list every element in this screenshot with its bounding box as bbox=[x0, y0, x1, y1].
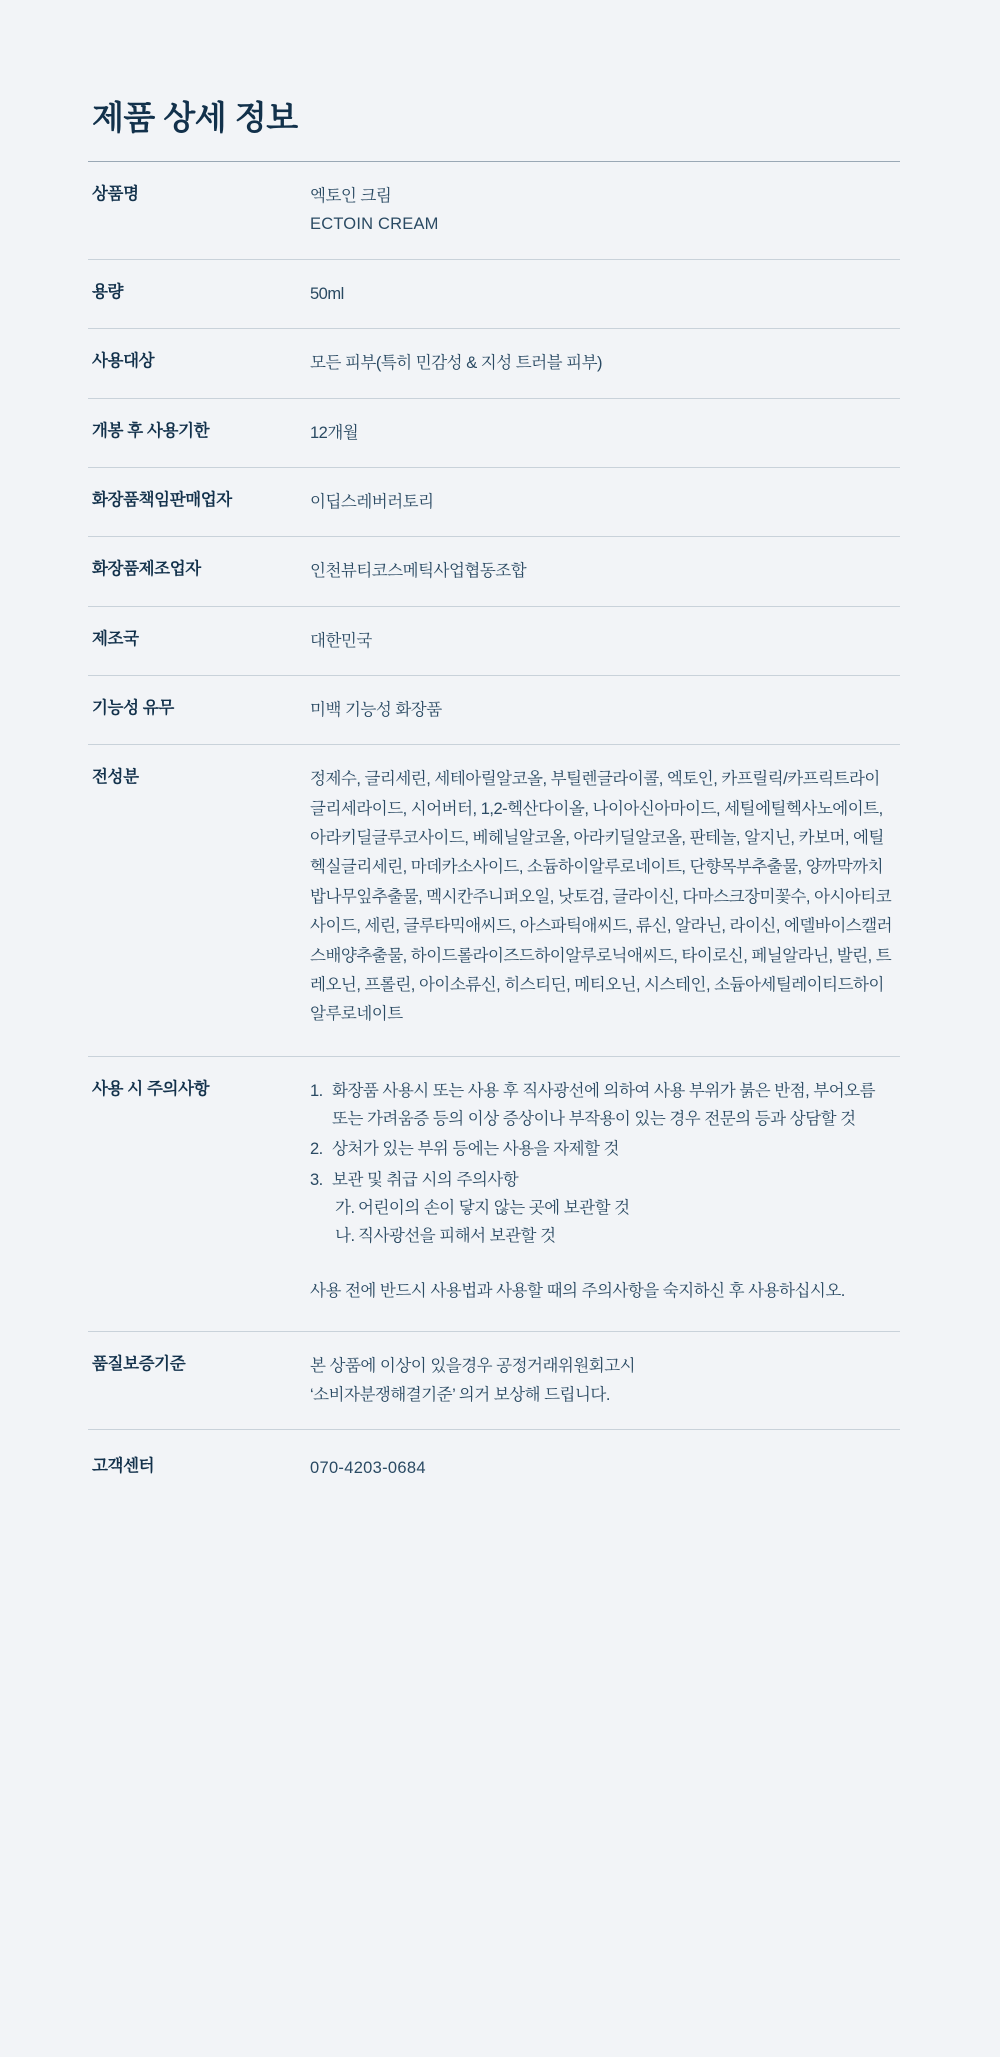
row-label-product-name: 상품명 bbox=[92, 185, 139, 203]
quality-line-2: ‘소비자분쟁해결기준’ 의거 보상해 드립니다. bbox=[310, 1385, 610, 1404]
list-item bbox=[310, 1166, 894, 1251]
row-label-functional: 기능성 유무 bbox=[92, 699, 174, 717]
list-item bbox=[310, 1135, 894, 1163]
notice-sub-item-text: 어린이의 손이 닿지 않는 곳에 보관할 것 bbox=[358, 1199, 630, 1218]
product-name-ko: 엑토인 크림 bbox=[310, 187, 392, 205]
notice-sub-item-text: 직사광선을 피해서 보관할 것 bbox=[358, 1227, 556, 1246]
notice-sub-list bbox=[332, 1194, 894, 1251]
row-value-expiry: 12개월 bbox=[310, 423, 359, 442]
notice-list bbox=[310, 1077, 894, 1251]
notice-item-number: 2. bbox=[310, 1140, 323, 1159]
table-row-country bbox=[88, 606, 900, 675]
notice-item-number: 1. bbox=[310, 1081, 323, 1100]
table-row-functional bbox=[88, 676, 900, 745]
row-value-manufacturer: 인천뷰티코스메틱사업협동조합 bbox=[310, 562, 527, 581]
table-row-manufacturer bbox=[88, 537, 900, 606]
list-item bbox=[332, 1222, 894, 1250]
row-value-seller: 이딥스레버러토리 bbox=[310, 492, 434, 511]
row-label-ingredients: 전성분 bbox=[92, 768, 139, 787]
table-row-ingredients bbox=[88, 745, 900, 1056]
list-item bbox=[310, 1077, 894, 1134]
row-label-notice: 사용 시 주의사항 bbox=[92, 1079, 210, 1098]
row-label-quality: 품질보증기준 bbox=[92, 1355, 186, 1374]
table-row-quality bbox=[88, 1332, 900, 1430]
table-row-product-name bbox=[88, 162, 900, 260]
notice-footer-text: 사용 전에 반드시 사용법과 사용할 때의 주의사항을 숙지하신 후 사용하십시오. bbox=[310, 1281, 845, 1300]
row-label-country: 제조국 bbox=[92, 629, 139, 648]
notice-item-text: 보관 및 취급 시의 주의사항 bbox=[332, 1170, 519, 1189]
row-value-notice bbox=[310, 1056, 900, 1332]
row-value-volume: 50ml bbox=[310, 284, 344, 303]
row-value-target: 모든 피부(특히 민감성 & 지성 트러블 피부) bbox=[310, 354, 603, 373]
row-value-product-name bbox=[310, 162, 900, 260]
notice-item-text: 상처가 있는 부위 등에는 사용을 자제할 것 bbox=[332, 1140, 619, 1159]
row-label-volume: 용량 bbox=[92, 282, 124, 301]
page-title: 제품 상세 정보 bbox=[92, 99, 298, 136]
table-row-customer-center bbox=[88, 1429, 900, 1508]
row-label-customer-center: 고객센터 bbox=[92, 1456, 155, 1475]
row-value-quality bbox=[310, 1332, 900, 1430]
table-row-notice bbox=[88, 1056, 900, 1332]
quality-line-1: 본 상품에 이상이 있을경우 공정거래위원회고시 bbox=[310, 1357, 636, 1376]
row-value-customer-center: 070-4203-0684 bbox=[310, 1458, 426, 1477]
notice-item-text: 화장품 사용시 또는 사용 후 직사광선에 의하여 사용 부위가 붉은 반점, 부어오름 또는 가려움증 등의 이상 증상이나 부작용이 있는 경우 전문의 등과 상담할 것 bbox=[332, 1081, 876, 1128]
notice-sub-item-number: 가. bbox=[335, 1199, 355, 1218]
product-spec-table bbox=[88, 161, 900, 1508]
row-label-expiry: 개봉 후 사용기한 bbox=[92, 421, 210, 440]
row-label-manufacturer: 화장품제조업자 bbox=[92, 560, 201, 579]
row-value-functional: 미백 기능성 화장품 bbox=[310, 701, 442, 719]
product-name-en: ECTOIN CREAM bbox=[310, 215, 439, 234]
row-value-ingredients: 정제수, 글리세린, 세테아릴알코올, 부틸렌글라이콜, 엑토인, 카프릴릭/카프릭트라이글리세라이드, 시어버터, 1,2-헥산다이올, 나이아신아마이드, 세틸에틸헥사노에이트, 아라키딜글루코사이드, 베헤닐알코올, 아라키딜알코올, 판테놀, 알지닌, 카보머, 에틸헥실글리세린, 마데카소사이드, 소듐하이알루로네이트, 단향목부추출물, 양까막까치밥나무잎추출물, 멕시칸주니퍼오일, 낫토검, 글라이신, 다마스크장미꽃수, 아시아티코사이드, 세린, 글루타믹애씨드, 아스파틱애씨드, 류신, 알라닌, 라이신, 에델바이스캘러스배양추출물, 하이드롤라이즈드하이알루로닉애씨드, 타이로신, 페닐알라닌, 발린, 트레오닌, 프롤린, 아이소류신, 히스티딘, 메티오닌, 시스테인, 소듐아세틸레이티드하이알루로네이트 bbox=[310, 770, 893, 1024]
row-label-target: 사용대상 bbox=[92, 352, 155, 371]
table-row-volume bbox=[88, 259, 900, 328]
list-item bbox=[332, 1194, 894, 1222]
table-row-expiry bbox=[88, 398, 900, 467]
table-row-target bbox=[88, 329, 900, 398]
row-value-country: 대한민국 bbox=[310, 631, 372, 650]
notice-sub-item-number: 나. bbox=[335, 1227, 355, 1246]
notice-item-number: 3. bbox=[310, 1170, 323, 1189]
row-label-seller: 화장품책임판매업자 bbox=[92, 490, 232, 509]
table-row-seller bbox=[88, 467, 900, 536]
